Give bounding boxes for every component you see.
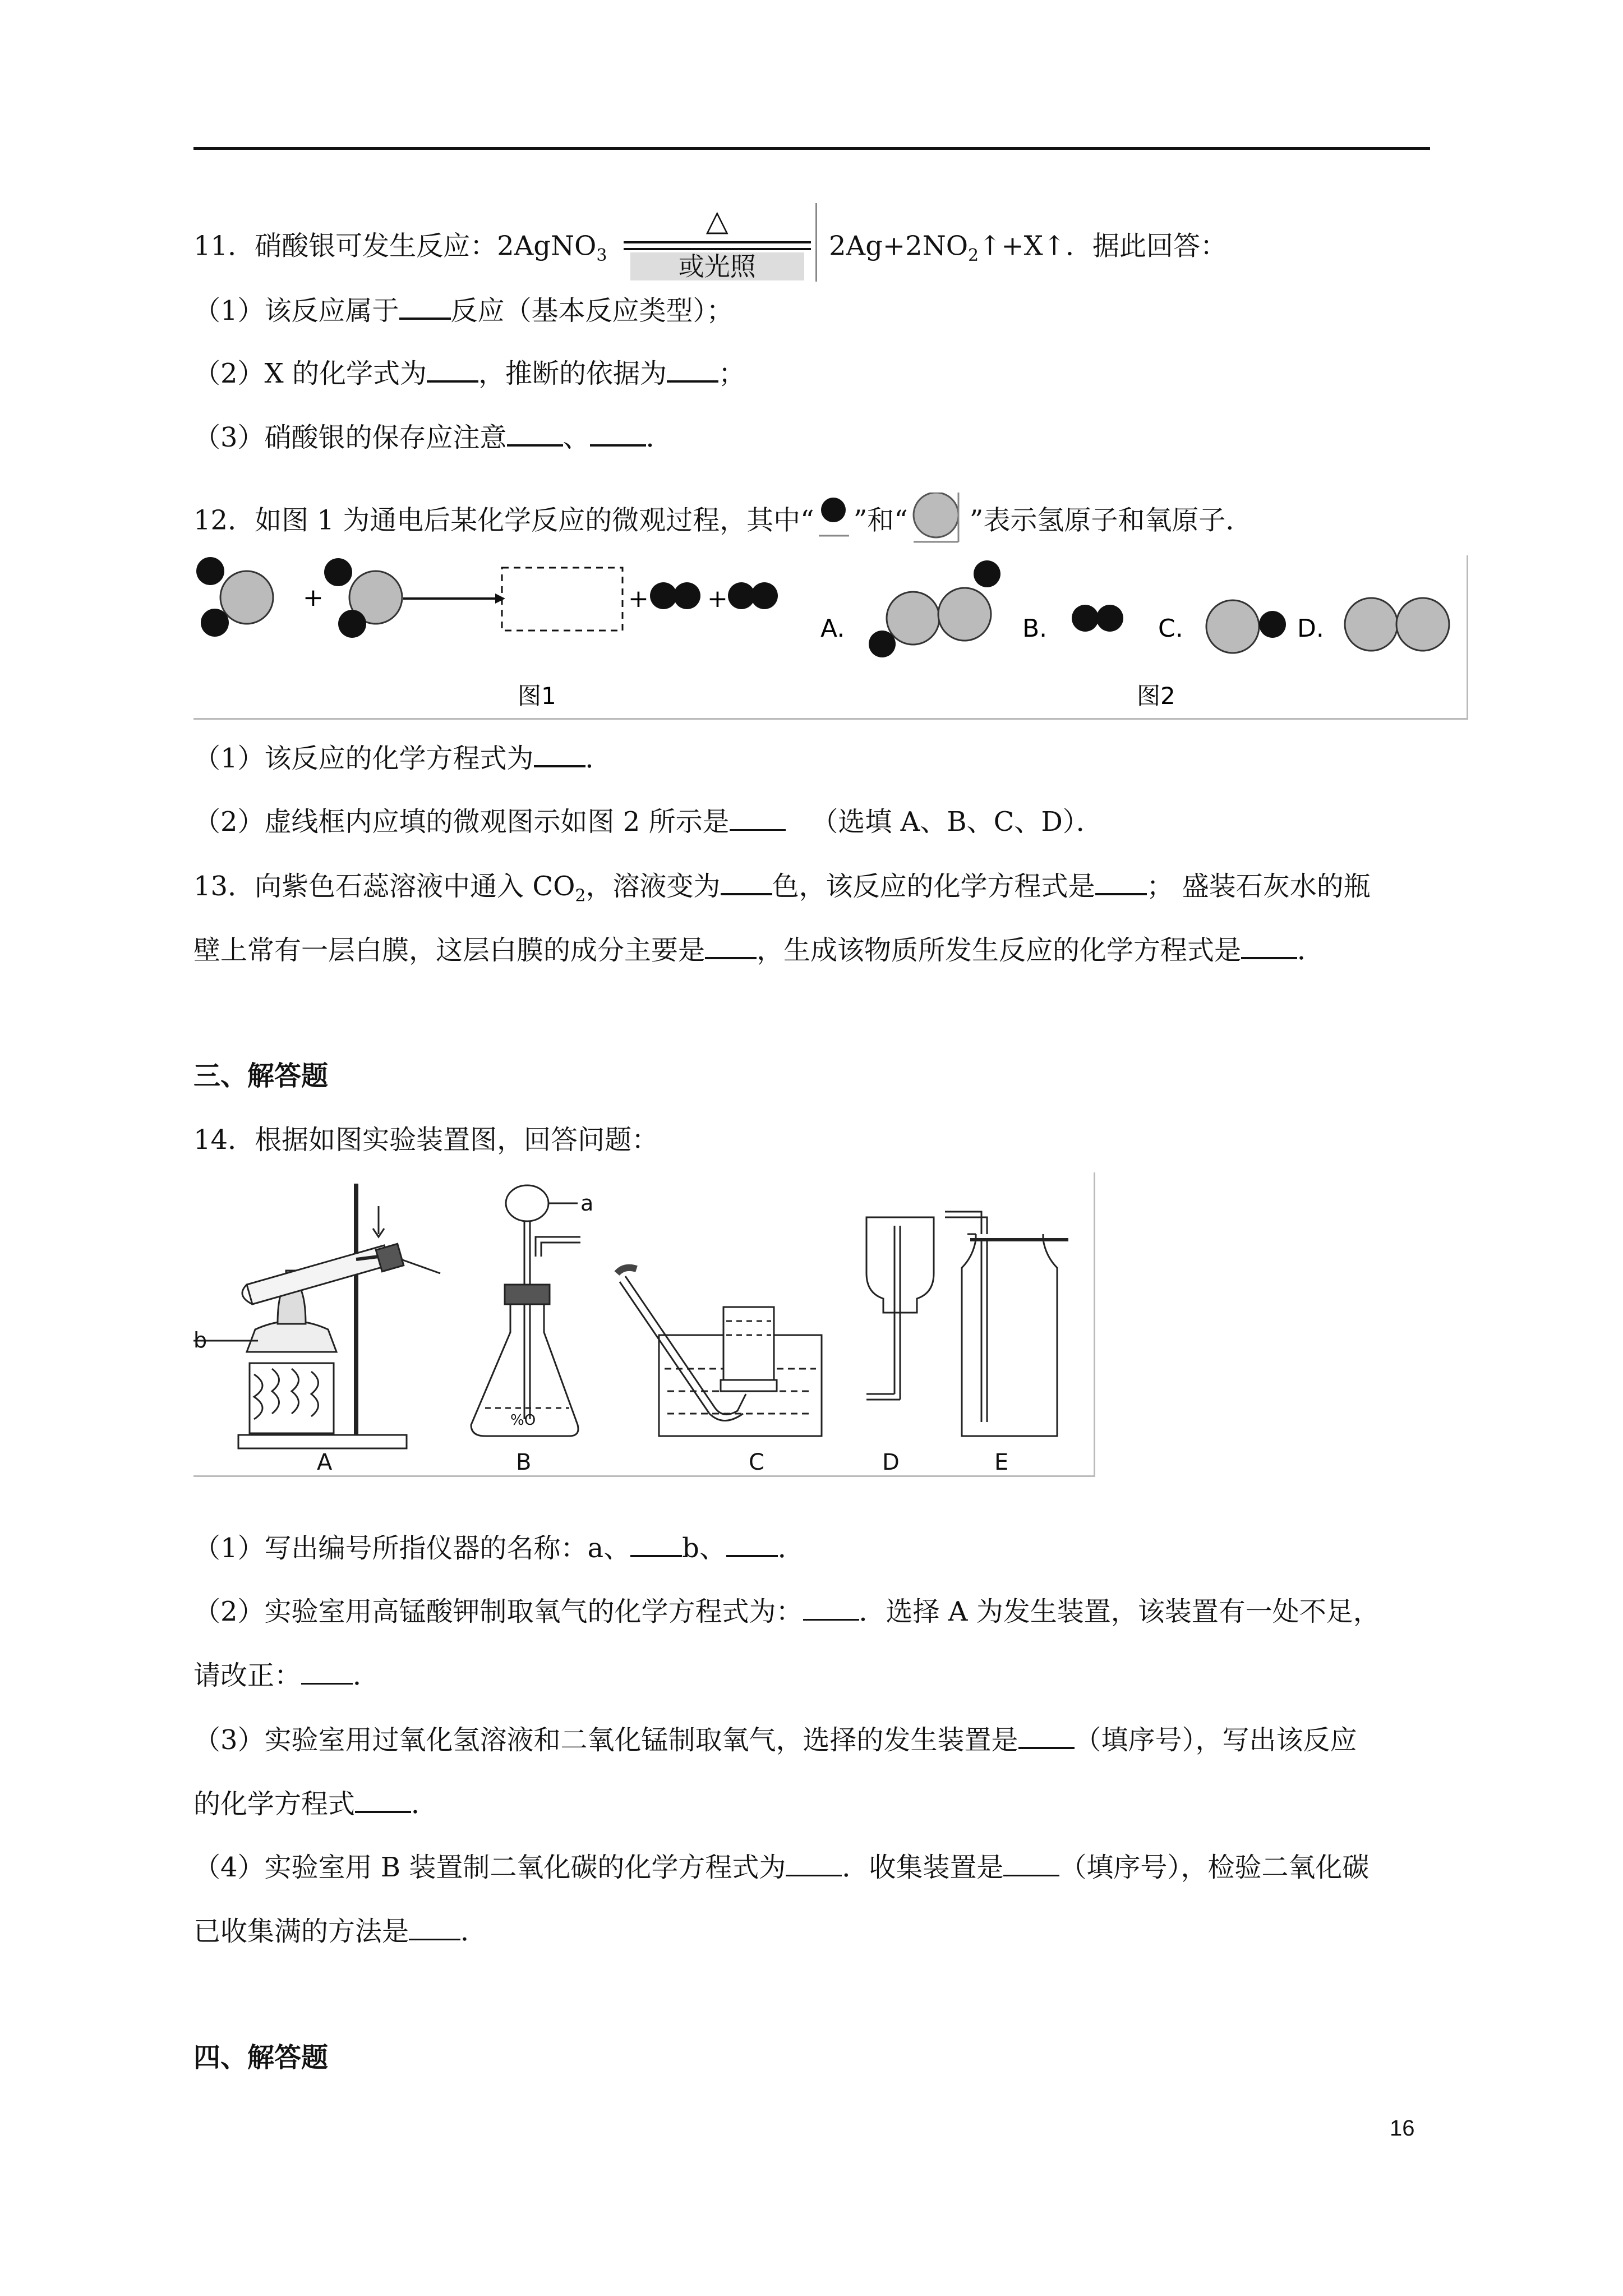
q12-part1: （1）该反应的化学方程式为 ．	[193, 739, 612, 776]
oxygen-atom-legend	[908, 493, 970, 552]
hydrogen-molecule	[650, 582, 700, 609]
apparatus-a	[193, 1184, 440, 1475]
plus-sign: +	[628, 585, 649, 613]
plus-sign: +	[707, 585, 728, 613]
apparatus-label-a: A	[317, 1450, 333, 1475]
q11-part2: （2）X 的化学式为 ，推断的依据为 ；	[193, 355, 745, 392]
figure2-caption: 图2	[1137, 682, 1175, 710]
figure1-caption: 图1	[518, 682, 556, 710]
apparatus-label-e: E	[994, 1450, 1009, 1475]
hydrogen-atom-legend	[814, 495, 854, 549]
q12-stem: 12．如图 1 为通电后某化学反应的微观过程，其中“ ”和“ ”表示氢原子和氧原子．	[193, 493, 1252, 552]
water-molecule	[196, 557, 273, 637]
answer-blank[interactable]	[803, 1593, 859, 1621]
q14-part4-line1: （4）实验室用 B 装置制二氧化碳的化学方程式为 ．收集装置是 （填序号），检验二氧化碳	[193, 1849, 1369, 1885]
apparatus-b	[471, 1185, 593, 1475]
answer-blank[interactable]	[355, 1785, 411, 1813]
answer-blank[interactable]	[427, 355, 478, 383]
answer-blank[interactable]	[1241, 931, 1297, 959]
q14-part2-line2: 请改正： ．	[193, 1657, 380, 1694]
q12-part2: （2）虚线框内应填的微观图示如图 2 所示是 （选填 A、B、C、D）．	[193, 803, 1103, 840]
q14-part1: （1）写出编号所指仪器的名称：a、 b、 ．	[193, 1529, 805, 1566]
hydrogen-molecule	[728, 582, 778, 609]
answer-blank[interactable]	[507, 418, 563, 447]
answer-blank[interactable]	[786, 1849, 842, 1876]
answer-blank[interactable]	[1018, 1721, 1075, 1749]
q11-part1: （1）该反应属于 反应（基本反应类型）；	[193, 292, 734, 329]
answer-blank[interactable]	[1003, 1849, 1059, 1876]
svg-text:%O: %O	[510, 1412, 536, 1429]
q11-stem: 11．硝酸银可发生反应：2AgNO$_3$ △ 或光照 $2Ag+2NO_2↑+X↑$．据此回答：	[193, 204, 1227, 282]
option-d-diagram	[1345, 598, 1449, 651]
apparatus-c	[617, 1268, 822, 1475]
option-a-label: A.	[820, 614, 845, 643]
q13-line1: 13．向紫色石蕊溶液中通入 $CO_2$，溶液变为 色，该反应的化学方程式是 ； 盛装石灰水的瓶	[193, 867, 1371, 904]
plus-sign: +	[303, 583, 324, 612]
q14-part3-line2: 的化学方程式 ．	[193, 1785, 438, 1822]
q11-part3: （3）硝酸银的保存应注意 、 ．	[193, 418, 673, 455]
answer-blank[interactable]	[726, 1529, 778, 1557]
q14-part3-line1: （3）实验室用过氧化氢溶液和二氧化锰制取氧气，选择的发生装置是 （填序号），写出该反应	[193, 1721, 1357, 1758]
answer-blank[interactable]	[730, 803, 786, 831]
answer-blank[interactable]	[630, 1529, 682, 1557]
figure-reaction-micro	[193, 555, 1468, 720]
answer-blank[interactable]	[1095, 867, 1147, 895]
option-d-label: D.	[1297, 614, 1324, 643]
answer-blank[interactable]	[590, 418, 646, 447]
option-b-label: B.	[1022, 614, 1048, 643]
q13-line2: 壁上常有一层白膜，这层白膜的成分主要是 ，生成该物质所发生反应的化学方程式是 ．	[193, 931, 1324, 968]
answer-blank[interactable]	[721, 867, 772, 895]
option-c-label: C.	[1158, 614, 1183, 643]
apparatus-label-b: B	[516, 1450, 532, 1475]
label-b: b	[193, 1328, 208, 1352]
answer-blank[interactable]	[667, 355, 718, 383]
section-heading: 三、解答题	[193, 1060, 329, 1092]
answer-blank[interactable]	[409, 1913, 460, 1940]
answer-blank[interactable]	[399, 292, 451, 320]
page-number: 16	[1390, 2116, 1415, 2141]
apparatus-d	[866, 1217, 934, 1475]
reaction-condition: △ 或光照	[619, 203, 817, 282]
answer-blank[interactable]	[301, 1657, 353, 1685]
apparatus-label-c: C	[749, 1450, 764, 1475]
section-heading: 四、解答题	[193, 2042, 329, 2073]
option-a-diagram	[869, 560, 1000, 657]
answer-blank[interactable]	[705, 931, 757, 959]
dashed-box	[502, 568, 623, 631]
q14-part4-line2: 已收集满的方法是 ．	[193, 1913, 487, 1949]
apparatus-e	[945, 1212, 1068, 1475]
apparatus-label-d: D	[882, 1450, 900, 1475]
label-a: a	[580, 1191, 594, 1216]
q14-title: 14．根据如图实验装置图，回答问题：	[193, 1124, 659, 1156]
answer-blank[interactable]	[534, 739, 585, 767]
option-c-diagram	[1206, 600, 1286, 653]
option-b-diagram	[1072, 605, 1123, 632]
q14-part2-line1: （2）实验室用高锰酸钾制取氧气的化学方程式为： ．选择 A 为发生装置，该装置有一处不足，	[193, 1593, 1380, 1630]
header-rule	[193, 147, 1430, 150]
water-molecule	[324, 558, 402, 638]
figure-lab-apparatus	[193, 1172, 1095, 1477]
